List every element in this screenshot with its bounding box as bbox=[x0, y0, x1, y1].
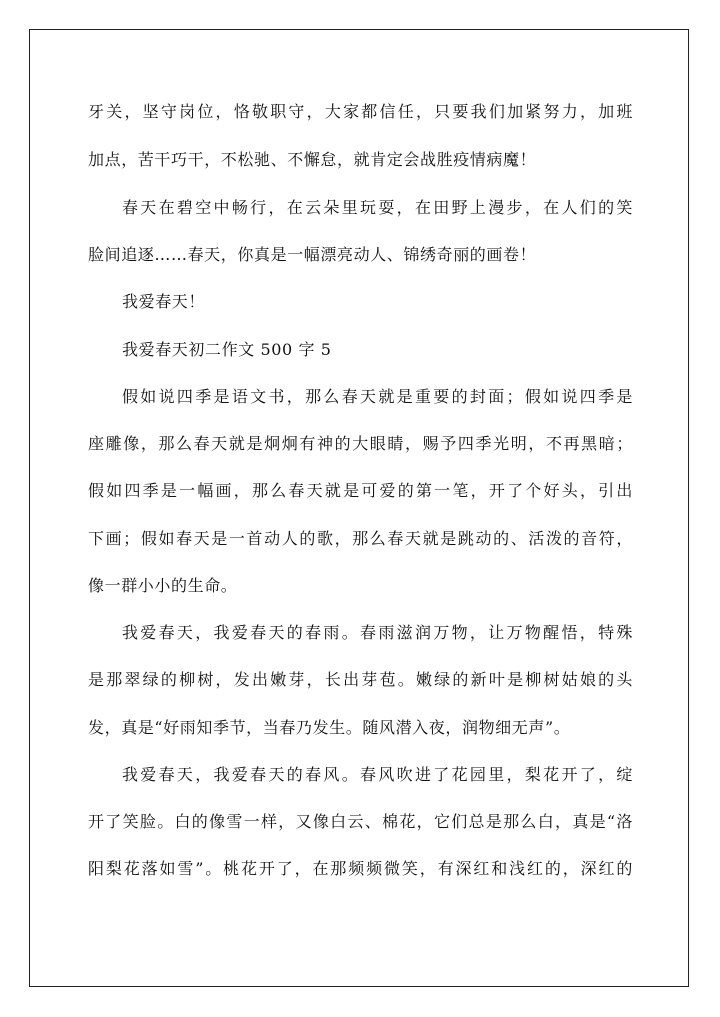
text-line-1: 牙关，坚守岗位，恪敬职守，大家都信任，只要我们加紧努力，加班 bbox=[88, 102, 633, 121]
section-heading: 我爱春天初二作文 500 字 5 bbox=[122, 340, 332, 359]
text-line-8: 座雕像，那么春天就是炯炯有神的大眼睛，赐予四季光明，不再黑暗； bbox=[88, 434, 633, 453]
text-line-17: 阳梨花落如雪”。桃花开了，在那频频微笑，有深红和浅红的，深红的 bbox=[88, 859, 633, 878]
text-line-4: 脸间追逐……春天，你真是一幅漂亮动人、锦绣奇丽的画卷！ bbox=[88, 245, 537, 264]
paragraph-start-line: 我爱春天，我爱春天的春雨。春雨滋润万物，让万物醒悟，特殊 bbox=[122, 623, 633, 642]
text-line-14: 发，真是“好雨知季节，当春乃发生。随风潜入夜，润物细无声”。 bbox=[88, 718, 571, 737]
paragraph-start-line: 春天在碧空中畅行，在云朵里玩耍，在田野上漫步，在人们的笑 bbox=[122, 198, 633, 217]
paragraph-start-line: 假如说四季是语文书，那么春天就是重要的封面；假如说四季是 bbox=[122, 387, 633, 406]
text-line-10: 下画；假如春天是一首动人的歌，那么春天就是跳动的、活泼的音符， bbox=[88, 529, 633, 548]
page-border bbox=[29, 29, 689, 987]
text-line-11: 像一群小小的生命。 bbox=[88, 576, 238, 595]
paragraph-short-line: 我爱春天！ bbox=[122, 292, 206, 311]
text-line-9: 假如四季是一幅画，那么春天就是可爱的第一笔，开了个好头，引出 bbox=[88, 481, 633, 500]
text-line-2: 加点，苦干巧干，不松驰、不懈怠，就肯定会战胜疫情病魔！ bbox=[88, 150, 537, 169]
paragraph-start-line: 我爱春天，我爱春天的春风。春风吹进了花园里，梨花开了，绽 bbox=[122, 765, 633, 784]
text-line-13: 是那翠绿的柳树，发出嫩芽，长出芽苞。嫩绿的新叶是柳树姑娘的头 bbox=[88, 670, 633, 689]
text-line-16: 开了笑脸。白的像雪一样，又像白云、棉花，它们总是那么白，真是“洛 bbox=[88, 812, 633, 831]
